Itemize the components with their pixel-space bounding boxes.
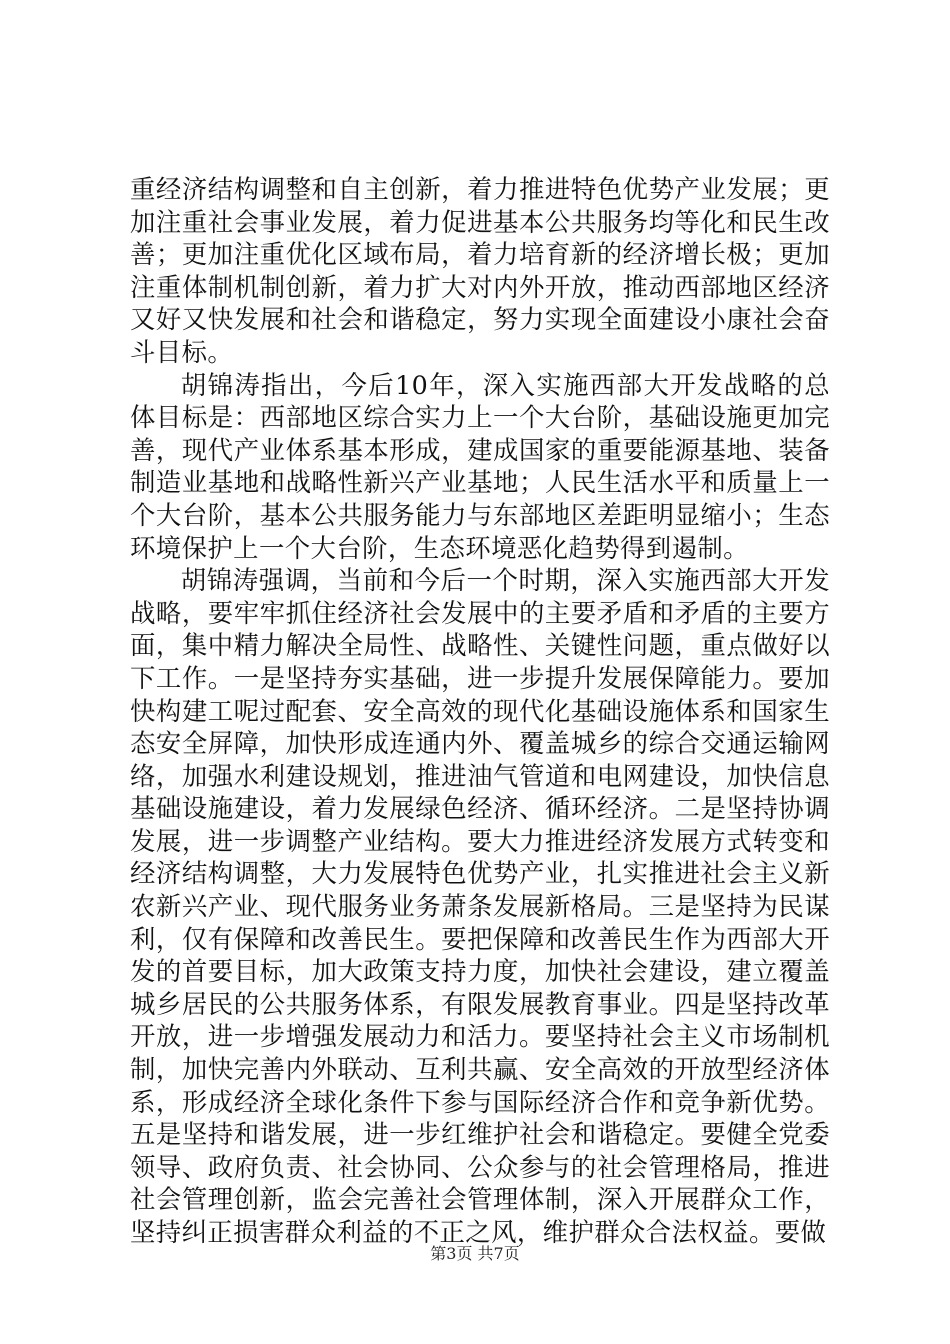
page-number-footer: 第3页 共7页 (430, 1244, 520, 1263)
body-text (130, 173, 830, 1249)
paragraph-2: 胡锦涛指出，今后10年，深入实施西部大开发战略的总体目标是：西部地区综合实力上一个大台阶，基础设施更加完善，现代产业体系基本形成，建成国家的重要能源基地、装备制造业基地和战略性新兴产业基地；人民生活水平和质量上一个大台阶，基本公共服务能力与东部地区差距明显缩小；生态环境保护上一个大台阶，生态环境恶化趋势得到遏制。 (130, 369, 830, 563)
paragraph-1: 重经济结构调整和自主创新，着力推进特色优势产业发展；更加注重社会事业发展，着力促进基本公共服务均等化和民生改善；更加注重优化区域布局，着力培育新的经济增长极；更加注重体制机制创新，着力扩大对内外开放，推动西部地区经济又好又快发展和社会和谐稳定，努力实现全面建设小康社会奋斗目标。 (130, 174, 830, 367)
paragraph-3: 胡锦涛强调，当前和今后一个时期，深入实施西部大开发战略，要牢牢抓住经济社会发展中的主要矛盾和矛盾的主要方面，集中精力解决全局性、战略性、关键性问题，重点做好以下工作。一是坚持夯实基础，进一步提升发展保障能力。要加快构建工呢过配套、安全高效的现代化基础设施体系和国家生态安全屏障，加快形成连通内外、覆盖城乡的综合交通运输网络，加强水利建设规划，推进油气管道和电网建设，加快信息基础设施建设，着力发展绿色经济、循环经济。二是坚持协调发展，进一步调整产业结构。要大力推进经济发展方式转变和经济结构调整，大力发展特色优势产业，扎实推进社会主义新农新兴产业、现代服务业务萧条发展新格局。三是坚持为民谋利，仅有保障和改善民生。要把保障和改善民生作为西部大开发的首要目标，加大政策支持力度，加快社会建设，建立覆盖城乡居民的公共服务体系，有限发展教育事业。四是坚持改革开放，进一步增强发展动力和活力。要坚持社会主义市场制机制，加快完善内外联动、互利共赢、安全高效的开放型经济体系，形成经济全球化条件下参与国际经济合作和竞争新优势。五是坚持和谐发展，进一步红维护社会和谐稳定。要健全党委领导、政府负责、社会协同、公众参与的社会管理格局，推进社会管理创新，监会完善社会管理体制，深入开展群众工作，坚持纠正损害群众利益的不正之风，维护群众合法权益。要做 (130, 565, 830, 1247)
